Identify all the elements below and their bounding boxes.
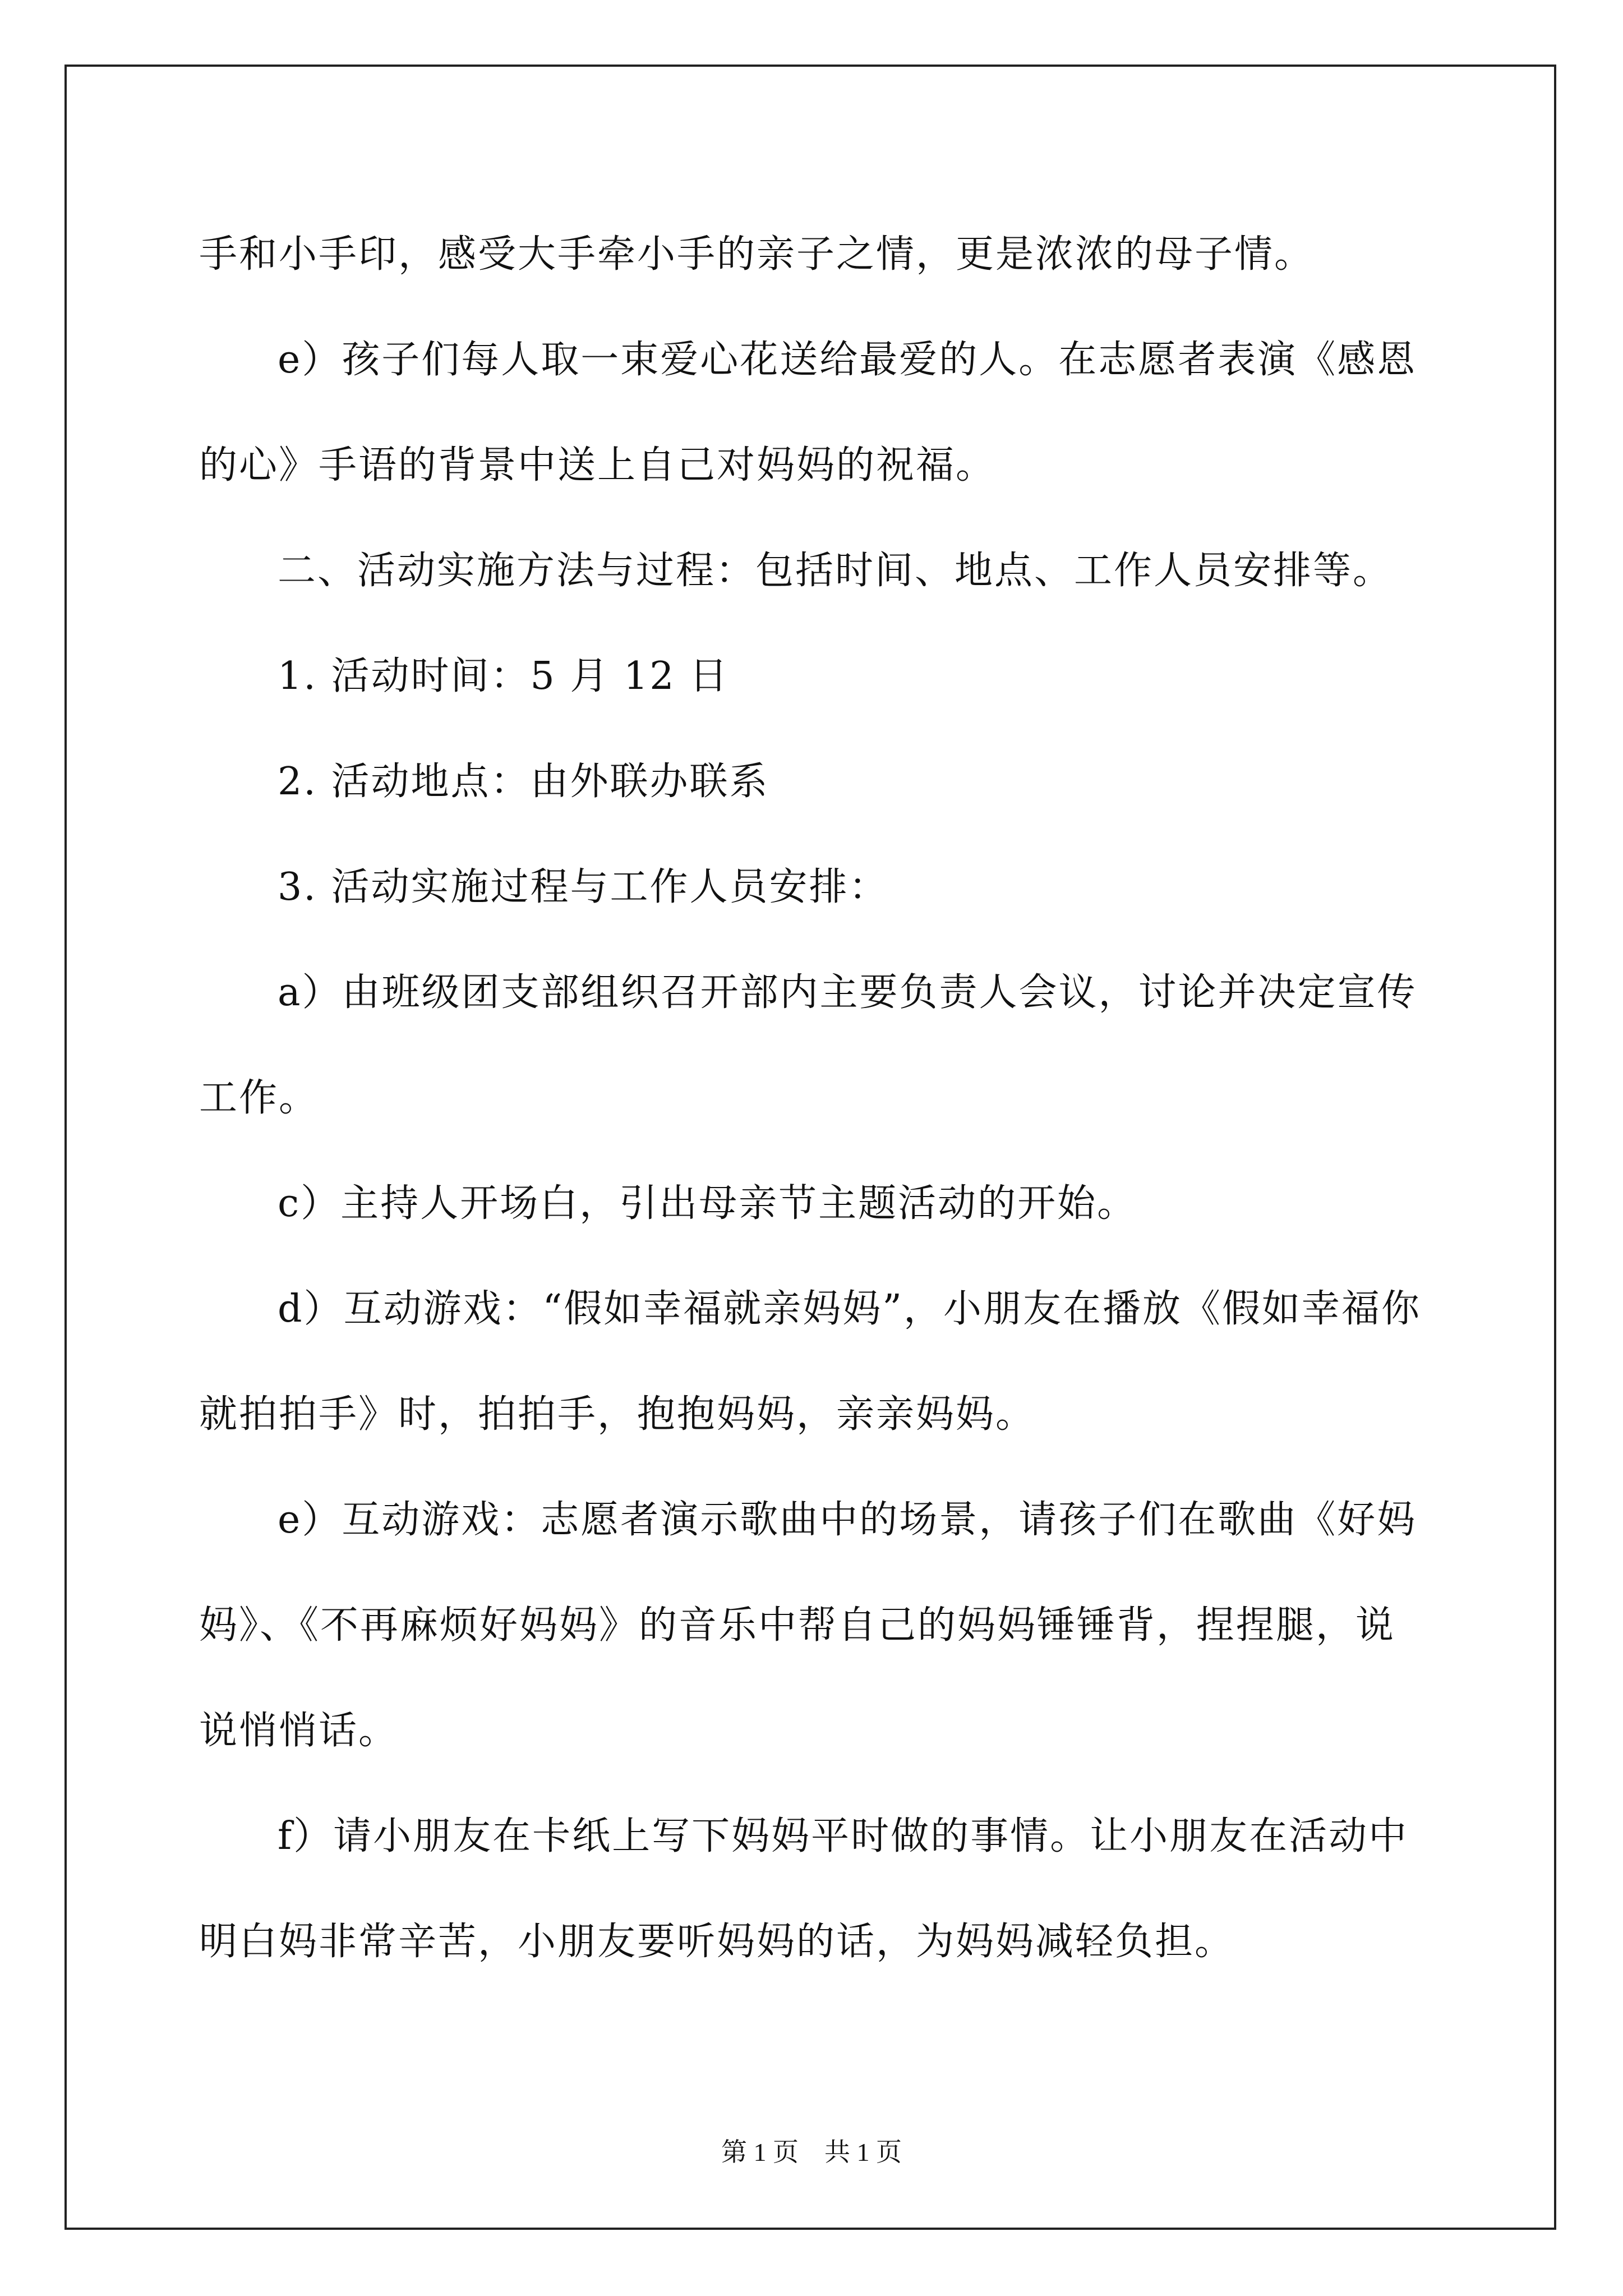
paragraph: c）主持人开场白，引出母亲节主题活动的开始。 xyxy=(278,1181,1137,1226)
section-heading: 二、活动实施方法与过程：包括时间、地点、工作人员安排等。 xyxy=(278,549,1393,593)
paragraph: f）请小朋友在卡纸上写下妈妈平时做的事情。让小朋友在活动中明白妈非常辛苦，小朋友要听妈妈的话，为妈妈减轻负担。 xyxy=(199,1814,1409,1964)
paragraph: e）互动游戏：志愿者演示歌曲中的场景，请孩子们在歌曲《好妈妈》、《不再麻烦好妈妈》的音乐中帮自己的妈妈锤锤背，捏捏腿，说说悄悄话。 xyxy=(199,1498,1417,1753)
list-item: 3. 活动实施过程与工作人员安排： xyxy=(278,865,889,909)
paragraph: a）由班级团支部组织召开部内主要负责人会议，讨论并决定宣传工作。 xyxy=(199,970,1417,1120)
list-item: 1. 活动时间：5 月 12 日 xyxy=(278,654,730,698)
document-body xyxy=(199,202,1433,1995)
paragraph: d）互动游戏：“假如幸福就亲妈妈”，小朋友在播放《假如幸福你就拍拍手》时，拍拍手，抱抱妈妈，亲亲妈妈。 xyxy=(199,1287,1422,1437)
list-item: 2. 活动地点：由外联办联系 xyxy=(278,760,769,804)
paragraph: 手和小手印，感受大手牵小手的亲子之情，更是浓浓的母子情。 xyxy=(199,232,1315,277)
paragraph: e）孩子们每人取一束爱心花送给最爱的人。在志愿者表演《感恩的心》手语的背景中送上自己对妈妈的祝福。 xyxy=(199,338,1417,487)
page-footer: 第 1 页 共 1 页 xyxy=(721,2138,902,2166)
